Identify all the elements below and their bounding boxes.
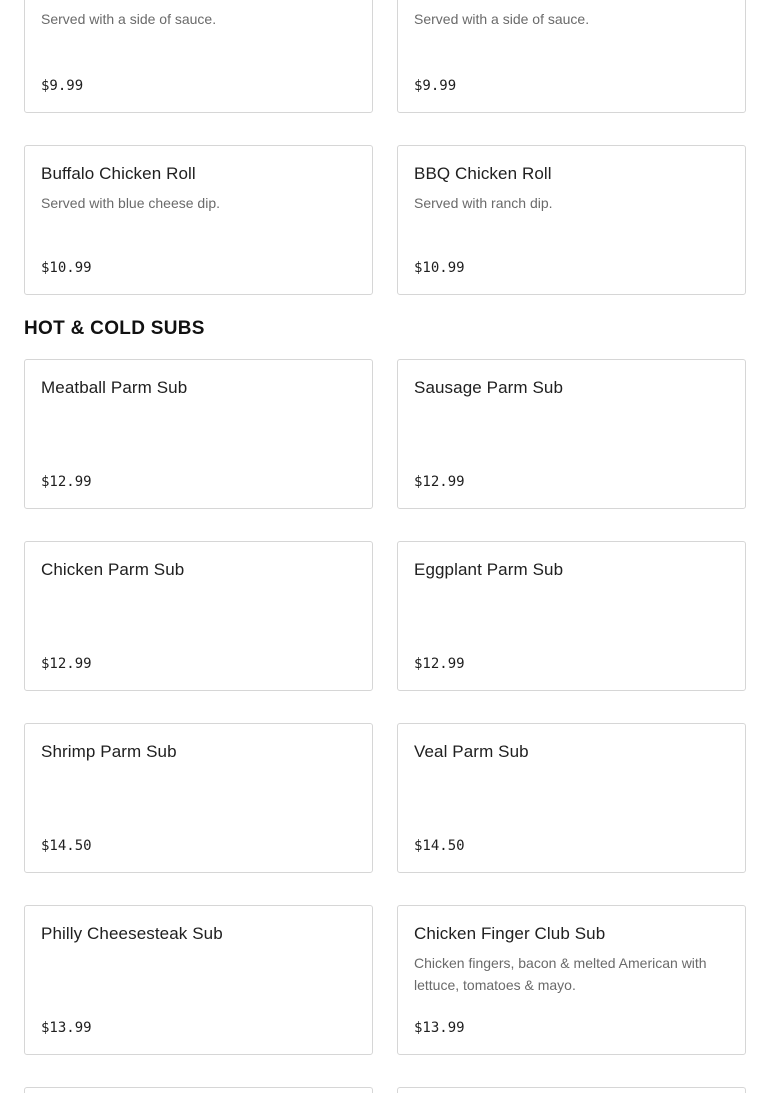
section-title: HOT & COLD SUBS [24,318,205,339]
menu-item-card[interactable] [397,723,746,873]
menu-item-card[interactable] [397,905,746,1055]
menu-item-card[interactable] [397,1087,746,1093]
menu-item-card[interactable] [24,1087,373,1093]
menu-item-name: Shrimp Parm Sub [41,742,177,761]
menu-item-price: $14.50 [414,838,465,854]
menu-item-card[interactable] [24,0,373,113]
menu-item-card[interactable] [24,905,373,1055]
menu-item-price: $9.99 [41,78,84,94]
menu-item-name: Sausage Parm Sub [414,378,564,397]
menu-item-name: Philly Cheesesteak Sub [41,924,223,943]
menu-item-name: Chicken Parm Sub [41,560,185,579]
menu-item-price: $13.99 [41,1020,92,1036]
menu-item-card[interactable] [24,359,373,509]
menu-item-price: $12.99 [414,656,465,672]
menu-item-name: Eggplant Parm Sub [414,560,564,579]
menu-item-name: Veal Parm Sub [414,742,529,761]
menu-item-name: Meatball Parm Sub [41,378,188,397]
menu-item-price: $10.99 [41,260,92,276]
menu-item-description: Served with a side of sauce. [414,11,590,27]
menu-item-card[interactable] [24,145,373,295]
menu-item-price: $13.99 [414,1020,465,1036]
menu-item-description: Chicken fingers, bacon & melted American with lettuce, tomatoes & mayo. [414,955,707,993]
menu-item-card[interactable] [24,723,373,873]
menu-item-price: $9.99 [414,78,457,94]
menu-item-description: Served with blue cheese dip. [41,195,220,211]
menu-item-card[interactable] [397,541,746,691]
menu-item-description: Served with ranch dip. [414,195,553,211]
menu-item-name: BBQ Chicken Roll [414,164,552,183]
menu-item-price: $12.99 [41,656,92,672]
menu-item-card[interactable] [24,541,373,691]
menu-item-description: Served with a side of sauce. [41,11,217,27]
menu-item-price: $10.99 [414,260,465,276]
menu-item-card[interactable] [397,0,746,113]
menu-item-price: $12.99 [41,474,92,490]
menu-item-card[interactable] [397,359,746,509]
menu-item-card[interactable] [397,145,746,295]
menu-item-name: Buffalo Chicken Roll [41,164,196,183]
menu-item-price: $14.50 [41,838,92,854]
menu-item-name: Chicken Finger Club Sub [414,924,606,943]
menu-item-price: $12.99 [414,474,465,490]
